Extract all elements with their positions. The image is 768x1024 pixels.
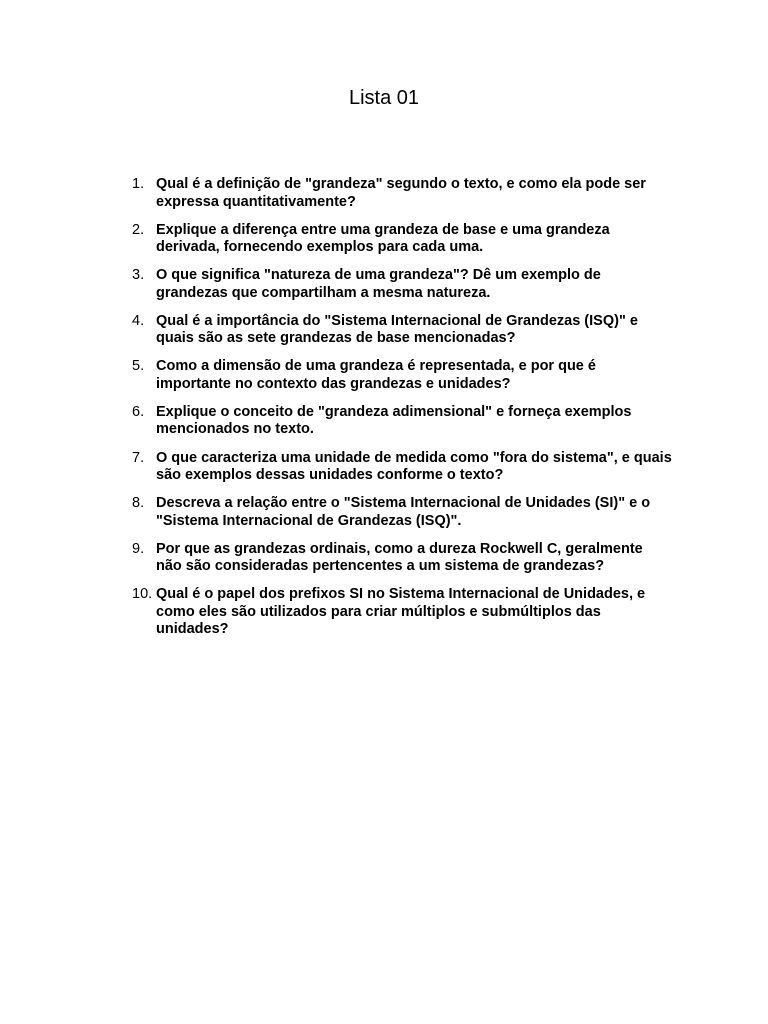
question-text: O que significa "natureza de uma grandeza"? Dê um exemplo de grandezas que compartilham a mesma natureza. [156,267,601,301]
list-item [132,358,672,393]
question-number: 6. [132,403,145,420]
question-number: 4. [132,312,145,329]
question-text: Qual é a definição de "grandeza" segundo o texto, e como ela pode ser expressa quantitativamente? [156,176,646,210]
list-item [132,586,672,639]
list-item [132,176,672,211]
question-number: 10. [132,586,153,603]
question-text: Qual é a importância do "Sistema Internacional de Grandezas (ISQ)" e quais são as sete grandezas de base mencionadas? [156,312,638,347]
question-number: 5. [132,358,145,375]
list-item [132,450,672,485]
page-title: Lista 01 [348,87,420,109]
question-text: Explique o conceito de "grandeza adimensional" e forneça exemplos mencionados no texto. [156,403,632,438]
question-text: Explique a diferença entre uma grandeza de base e uma grandeza derivada, fornecendo exemplos para cada uma. [156,221,610,256]
question-text: Por que as grandezas ordinais, como a dureza Rockwell C, geralmente não são consideradas pertencentes a um sistema de grandezas? [156,540,643,575]
question-number: 2. [132,221,145,238]
list-item [132,404,672,439]
question-number: 9. [132,540,145,557]
question-text: O que caracteriza uma unidade de medida como "fora do sistema", e quais são exemplos dessas unidades conforme o texto? [156,449,672,484]
list-item [132,267,672,302]
question-number: 7. [132,449,145,466]
question-number: 3. [132,267,145,284]
question-number: 1. [132,176,145,192]
question-text: Descreva a relação entre o "Sistema Internacional de Unidades (SI)" e o "Sistema Internacional de Grandezas (ISQ)". [156,495,651,529]
list-item [132,541,672,576]
list-item [132,495,672,530]
question-text: Como a dimensão de uma grandeza é representada, e por que é importante no contexto das grandezas e unidades? [156,358,596,392]
question-text: Qual é o papel dos prefixos SI no Sistema Internacional de Unidades, e como eles são utilizados para criar múltiplos e submúltiplos das unidades? [156,586,646,638]
list-item [132,313,672,348]
question-number: 8. [132,495,145,512]
list-item [132,222,672,257]
question-list [132,176,672,649]
